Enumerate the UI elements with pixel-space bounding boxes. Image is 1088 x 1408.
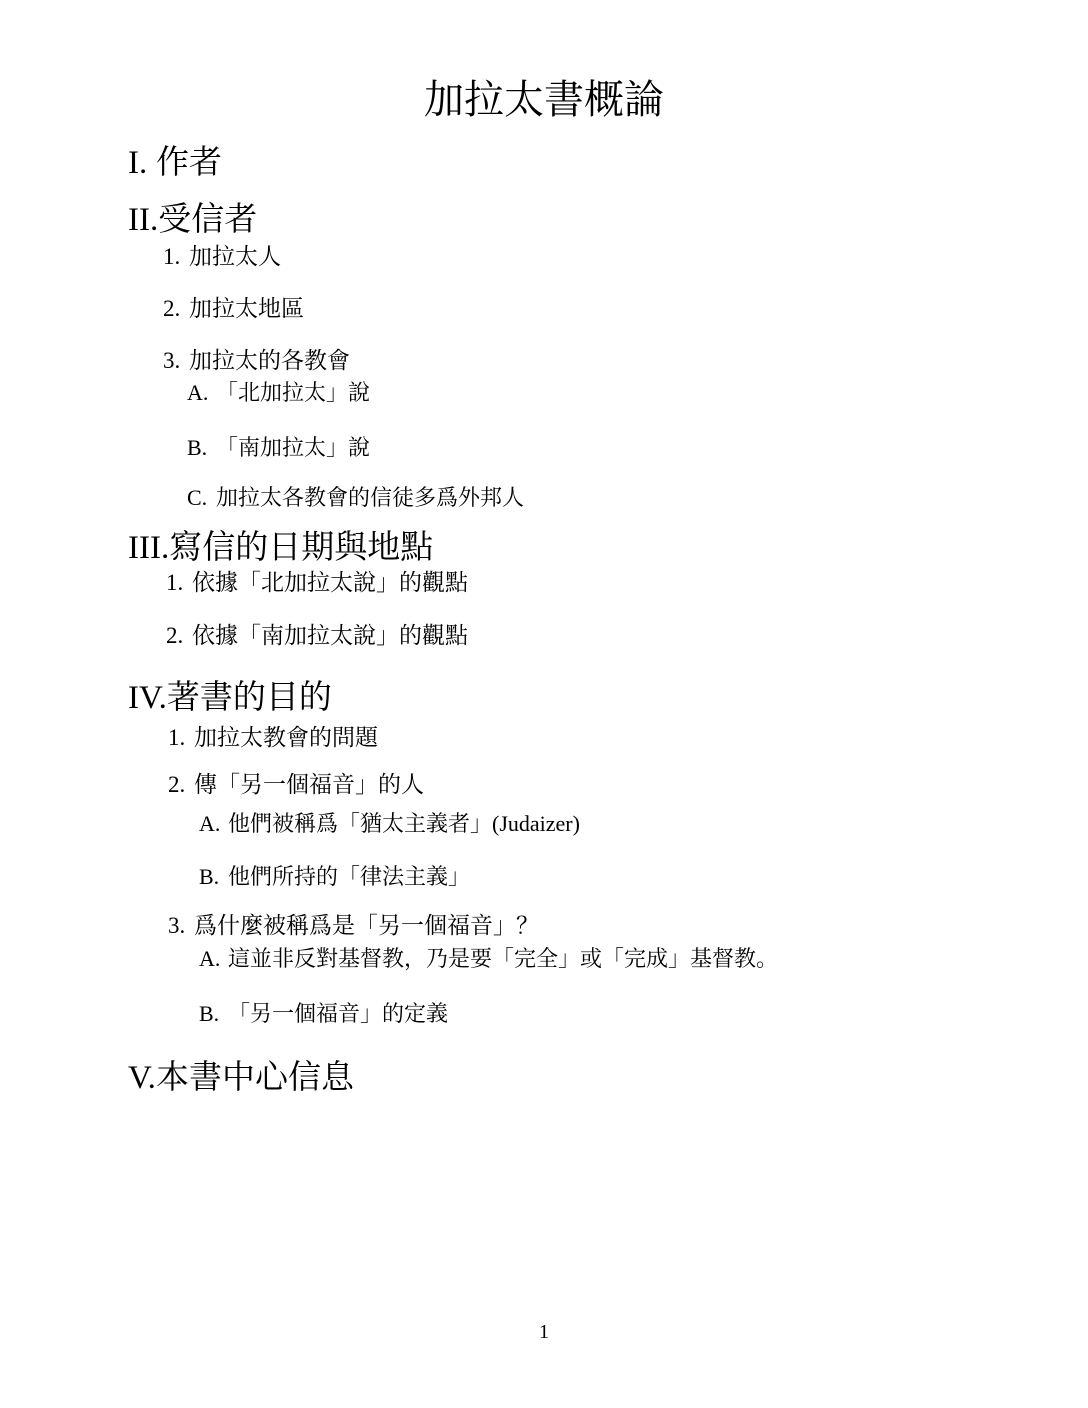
item-marker: B. [187,435,208,460]
item-marker: 2. [163,296,181,321]
item-text: 他們被稱爲「猶太主義者」(Judaizer) [228,811,580,836]
item-III-2 [166,623,468,649]
item-text: 爲什麼被稱爲是「另一個福音」？ [194,913,539,938]
heading-marker: II. [128,202,159,238]
heading-marker: V. [128,1060,156,1096]
item-IV-2-B [199,864,470,889]
item-marker: 2. [168,772,186,797]
item-IV-1 [168,725,378,751]
heading-text: 作者 [156,145,222,181]
item-marker: B. [199,1001,220,1026]
item-text: 加拉太教會的問題 [194,725,378,750]
item-marker: 1. [166,570,184,595]
item-text: 加拉太各教會的信徒多爲外邦人 [216,485,525,510]
item-II-3-B [187,435,370,460]
item-text: 加拉太人 [189,244,281,269]
item-marker: 1. [163,244,181,269]
item-IV-2 [168,772,424,798]
heading-I [128,145,222,183]
item-text: 加拉太的各教會 [189,348,350,373]
item-marker: 1. [168,725,186,750]
item-marker: 3. [168,913,186,938]
page-title: 加拉太書概論 [424,77,664,122]
item-II-1 [163,244,281,270]
item-marker: B. [199,864,220,889]
heading-text: 受信者 [158,202,258,238]
item-IV-3 [168,913,539,939]
item-III-1 [166,570,468,596]
heading-text: 寫信的日期與地點 [169,530,434,566]
heading-III [128,530,433,568]
item-marker: A. [199,946,221,971]
item-marker: A. [199,811,221,836]
item-marker: 3. [163,348,181,373]
item-IV-2-A [199,811,580,836]
item-marker: A. [187,380,209,405]
heading-V [128,1060,354,1098]
heading-marker: III. [128,530,170,566]
heading-marker: IV. [128,680,167,716]
item-text: 這並非反對基督教，乃是要「完全」或「完成」基督教。 [228,946,779,971]
item-II-2 [163,296,304,322]
item-text: 依據「北加拉太說」的觀點 [192,570,468,595]
item-text: 加拉太地區 [189,296,304,321]
heading-text: 本書中心信息 [156,1060,354,1096]
heading-II [128,202,257,240]
item-II-3-C [187,485,524,510]
heading-marker: I. [128,145,148,181]
item-text: 他們所持的「律法主義」 [228,864,471,889]
item-text: 傳「另一個福音」的人 [194,772,424,797]
page-number: 1 [539,1321,549,1343]
item-marker: C. [187,485,208,510]
item-text: 依據「南加拉太說」的觀點 [192,623,468,648]
item-text: 「南加拉太」說 [216,435,371,460]
item-text: 「另一個福音」的定義 [228,1001,449,1026]
item-text: 「北加拉太」說 [216,380,371,405]
item-IV-3-B [199,1001,448,1026]
item-IV-3-A [199,946,778,971]
item-marker: 2. [166,623,184,648]
item-II-3-A [187,380,370,405]
heading-text: 著書的目的 [166,680,332,716]
heading-IV [128,680,332,718]
item-II-3 [163,348,350,374]
